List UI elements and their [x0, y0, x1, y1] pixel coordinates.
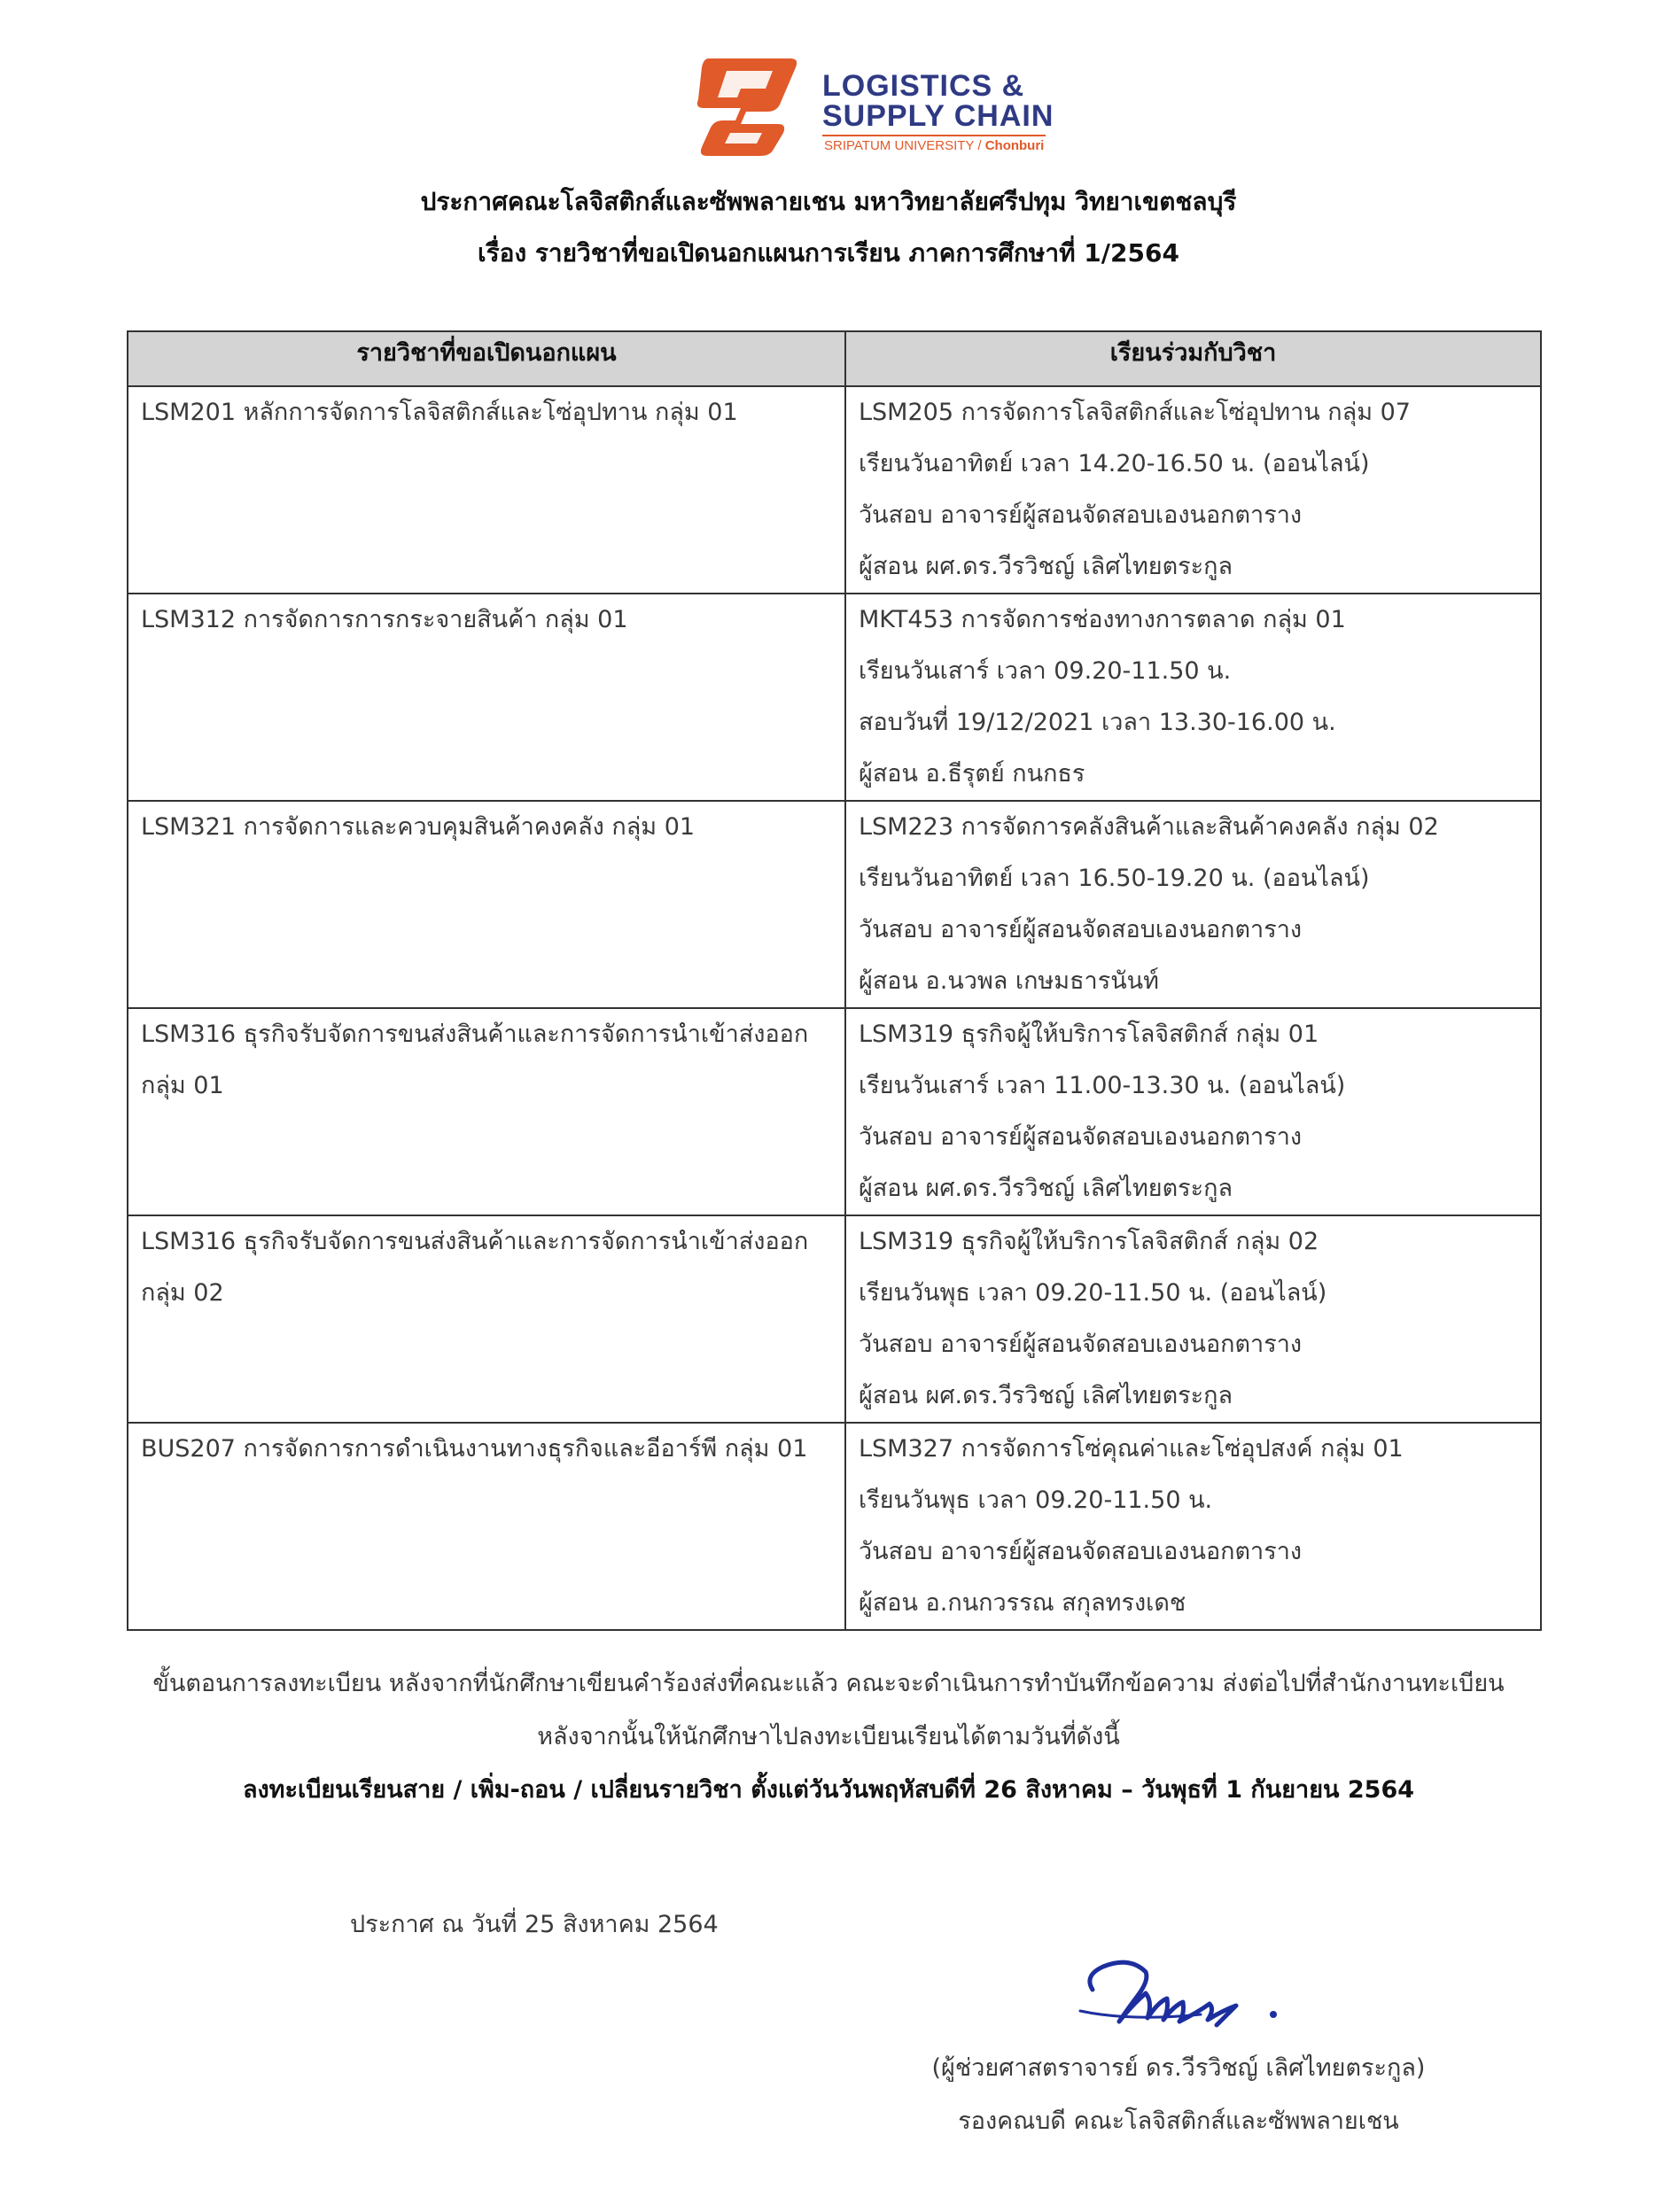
- course-line: BUS207 การจัดการการดำเนินงานทางธุรกิจและอีอาร์พี กลุ่ม 01: [141, 1435, 808, 1463]
- table-row: [128, 1423, 1541, 1630]
- joint-schedule: เรียนวันเสาร์ เวลา 09.20-11.50 น.: [859, 657, 1232, 685]
- course-cell: [128, 386, 845, 594]
- signer-name: (ผู้ช่วยศาสตราจารย์ ดร.วีรวิชญ์ เลิศไทยตระกูล): [931, 2054, 1426, 2082]
- joint-cell: [845, 801, 1541, 1008]
- joint-schedule: เรียนวันพุธ เวลา 09.20-11.50 น. (ออนไลน์): [859, 1279, 1327, 1307]
- table-row: [128, 1215, 1541, 1423]
- joint-schedule: เรียนวันอาทิตย์ เวลา 16.50-19.20 น. (ออนไลน์): [859, 865, 1370, 892]
- joint-exam: วันสอบ อาจารย์ผู้สอนจัดสอบเองนอกตาราง: [859, 501, 1303, 529]
- logo-subtitle: [824, 138, 1044, 153]
- joint-schedule: เรียนวันพุธ เวลา 09.20-11.50 น.: [859, 1486, 1213, 1514]
- course-cell: [128, 801, 845, 1008]
- joint-cell: [845, 1008, 1541, 1215]
- joint-cell: [845, 386, 1541, 594]
- table-row: [128, 801, 1541, 1008]
- joint-course: LSM205 การจัดการโลจิสติกส์และโซ่อุปทาน กลุ่ม 07: [859, 399, 1411, 426]
- course-line: LSM312 การจัดการการกระจายสินค้า กลุ่ม 01: [141, 606, 628, 633]
- logo-subtitle-campus: Chonburi: [984, 138, 1045, 153]
- course-table: [127, 330, 1542, 1631]
- course-line: LSM316 ธุรกิจรับจัดการขนส่งสินค้าและการจัดการนำเข้าส่งออก: [141, 1228, 809, 1255]
- joint-exam: วันสอบ อาจารย์ผู้สอนจัดสอบเองนอกตาราง: [859, 1331, 1303, 1358]
- handwritten-signature: [1068, 1940, 1307, 2037]
- joint-exam: วันสอบ อาจารย์ผู้สอนจัดสอบเองนอกตาราง: [859, 1123, 1303, 1151]
- announcement-date: ประกาศ ณ วันที่ 25 สิงหาคม 2564: [350, 1911, 719, 1938]
- course-cell: [128, 1215, 845, 1423]
- joint-course: MKT453 การจัดการช่องทางการตลาด กลุ่ม 01: [859, 606, 1346, 633]
- signer-position: รองคณบดี คณะโลจิสติกส์และซัพพลายเชน: [958, 2107, 1399, 2135]
- joint-instructor: ผู้สอน ผศ.ดร.วีรวิชญ์ เลิศไทยตระกูล: [859, 1382, 1233, 1409]
- joint-course: LSM319 ธุรกิจผู้ให้บริการโลจิสติกส์ กลุ่ม 01: [859, 1021, 1319, 1048]
- table-header-row: [128, 331, 1541, 386]
- joint-cell: [845, 594, 1541, 801]
- faculty-logo: [691, 51, 1063, 167]
- announcement-title: ประกาศคณะโลจิสติกส์และซัพพลายเชน มหาวิทยาลัยศรีปทุม วิทยาเขตชลบุรี: [420, 187, 1237, 216]
- course-line: LSM316 ธุรกิจรับจัดการขนส่งสินค้าและการจัดการนำเข้าส่งออก: [141, 1021, 809, 1048]
- column-header-joint: เรียนร่วมกับวิชา: [845, 331, 1541, 386]
- joint-instructor: ผู้สอน ผศ.ดร.วีรวิชญ์ เลิศไทยตระกูล: [859, 1175, 1233, 1202]
- joint-instructor: ผู้สอน อ.ธีรุตย์ กนกธร: [859, 760, 1085, 788]
- column-header-course: รายวิชาที่ขอเปิดนอกแผน: [128, 331, 845, 386]
- joint-course: LSM223 การจัดการคลังสินค้าและสินค้าคงคลัง กลุ่ม 02: [859, 813, 1439, 841]
- course-cell: [128, 1423, 845, 1630]
- joint-instructor: ผู้สอน ผศ.ดร.วีรวิชญ์ เลิศไทยตระกูล: [859, 553, 1233, 580]
- joint-instructor: ผู้สอน อ.นวพล เกษมธารนันท์: [859, 967, 1159, 995]
- joint-exam: วันสอบ อาจารย์ผู้สอนจัดสอบเองนอกตาราง: [859, 916, 1303, 943]
- logo-title-line1: LOGISTICS &: [822, 69, 1025, 103]
- course-line: LSM201 หลักการจัดการโลจิสติกส์และโซ่อุปทาน กลุ่ม 01: [141, 399, 738, 426]
- logo-title-line2: SUPPLY CHAIN: [822, 99, 1054, 133]
- joint-course: LSM327 การจัดการโซ่คุณค่าและโซ่อุปสงค์ กลุ่ม 01: [859, 1435, 1404, 1463]
- joint-schedule: เรียนวันอาทิตย์ เวลา 14.20-16.50 น. (ออนไลน์): [859, 450, 1370, 477]
- joint-exam: สอบวันที่ 19/12/2021 เวลา 13.30-16.00 น.: [859, 709, 1336, 736]
- announcement-subject: เรื่อง รายวิชาที่ขอเปิดนอกแผนการเรียน ภาคการศึกษาที่ 1/2564: [478, 238, 1179, 268]
- procedure-text-line2: หลังจากนั้นให้นักศึกษาไปลงทะเบียนเรียนได้ตามวันที่ดังนี้: [537, 1723, 1120, 1750]
- joint-cell: [845, 1215, 1541, 1423]
- registration-period: ลงทะเบียนเรียนสาย / เพิ่ม-ถอน / เปลี่ยนรายวิชา ตั้งแต่วันวันพฤหัสบดีที่ 26 สิงหาคม – วันพุธที่ 1 กันยายน 2564: [242, 1776, 1415, 1804]
- course-group-line: กลุ่ม 02: [141, 1279, 224, 1307]
- joint-exam: วันสอบ อาจารย์ผู้สอนจัดสอบเองนอกตาราง: [859, 1538, 1303, 1565]
- logistics-logo-mark-icon: [691, 51, 806, 162]
- course-cell: [128, 1008, 845, 1215]
- table-row: [128, 594, 1541, 801]
- joint-cell: [845, 1423, 1541, 1630]
- table-row: [128, 1008, 1541, 1215]
- course-group-line: กลุ่ม 01: [141, 1072, 224, 1099]
- logo-subtitle-university: SRIPATUM UNIVERSITY /: [824, 138, 985, 153]
- table-row: [128, 386, 1541, 594]
- logo-divider: [822, 135, 1046, 136]
- procedure-text-line1: ขั้นตอนการลงทะเบียน หลังจากที่นักศึกษาเขียนคำร้องส่งที่คณะแล้ว คณะจะดำเนินการทำบันทึกข้อความ ส่งต่อไปที่สำนักงานทะเบียน: [152, 1670, 1505, 1697]
- joint-course: LSM319 ธุรกิจผู้ให้บริการโลจิสติกส์ กลุ่ม 02: [859, 1228, 1319, 1255]
- joint-schedule: เรียนวันเสาร์ เวลา 11.00-13.30 น. (ออนไลน์): [859, 1072, 1346, 1099]
- course-line: LSM321 การจัดการและควบคุมสินค้าคงคลัง กลุ่ม 01: [141, 813, 696, 841]
- joint-instructor: ผู้สอน อ.กนกวรรณ สกุลทรงเดช: [859, 1589, 1186, 1617]
- course-cell: [128, 594, 845, 801]
